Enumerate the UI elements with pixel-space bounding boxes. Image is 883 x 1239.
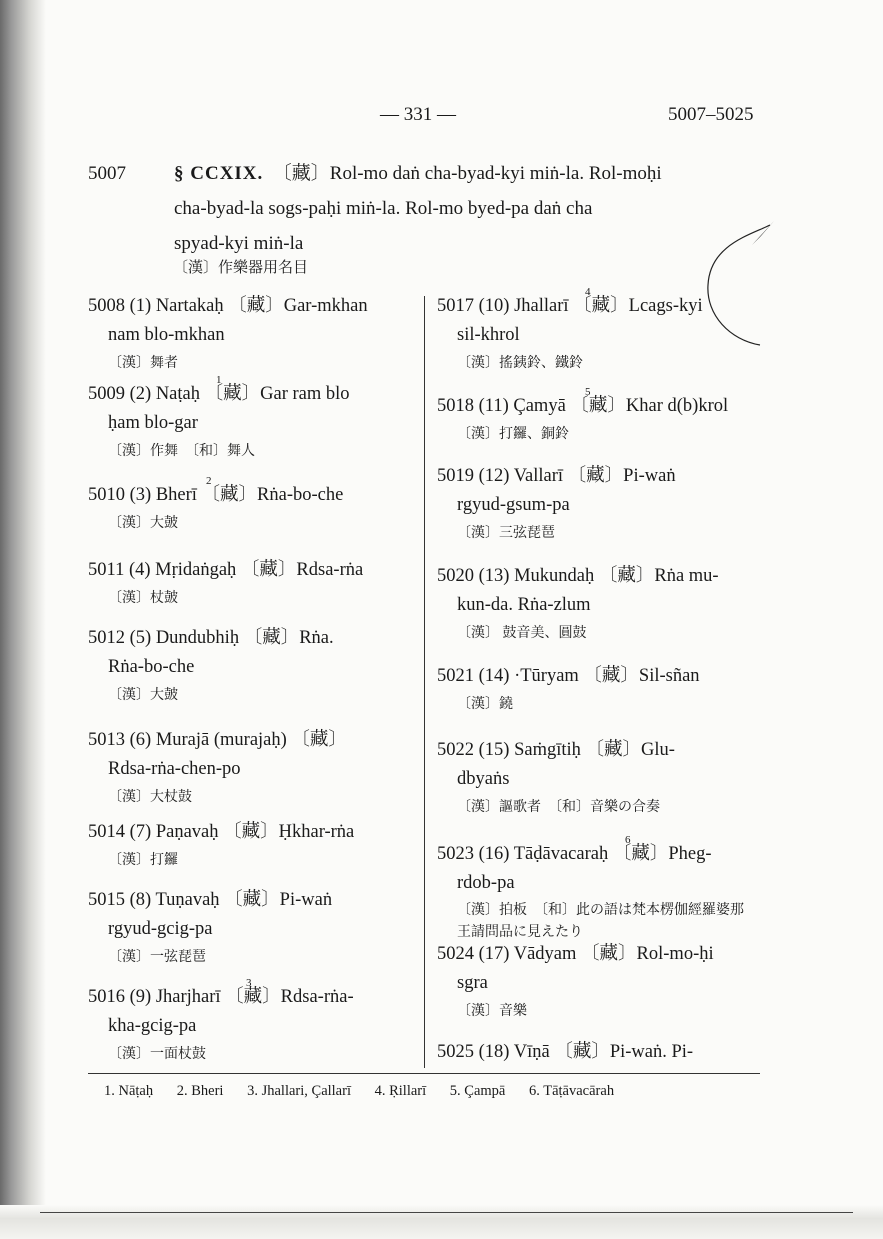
entry-chinese-gloss: 〔漢〕打鑼、銅鈴 <box>457 427 569 442</box>
entry-chinese-gloss: 〔漢〕拍板 〔和〕此の語は梵本楞伽經羅婆那王請問品に見えたり <box>457 903 744 940</box>
section-chinese-gloss: 〔漢〕作樂器用名目 <box>173 260 309 276</box>
entry-continuation-line: Rdsa-rṅa-chen-po <box>108 759 241 779</box>
entry-headword-line: 5020 (13) Mukundaḥ 〔藏〕Rṅa mu- <box>437 566 719 586</box>
section-title: § CCXIX. <box>174 163 264 184</box>
entry <box>437 940 714 1023</box>
footnotes <box>104 1083 634 1100</box>
entry <box>88 818 354 872</box>
footnote-4: 4. Ṛillarī <box>374 1083 427 1099</box>
page-number: — 331 — <box>380 104 456 125</box>
book-spine-shadow <box>0 0 46 1239</box>
entry-continuation-line: rgyud-gcig-pa <box>108 919 213 939</box>
footnote-1: 1. Nāṭaḥ <box>104 1083 154 1099</box>
entry-headword-line: 5019 (12) Vallarī 〔藏〕Pi-waṅ <box>437 466 676 486</box>
entry-continuation-line: rdob-pa <box>457 873 515 893</box>
page-edge-line <box>40 1212 853 1213</box>
entry-chinese-gloss: 〔漢〕 鼓音美、圓鼓 <box>457 626 587 641</box>
section-line-2: cha-byad-la sogs-paḥi miṅ-la. Rol-mo byed-pa daṅ cha <box>174 198 593 219</box>
footnote-marker: 2 <box>206 475 212 487</box>
page-bottom-edge <box>0 1205 883 1239</box>
entry <box>88 624 334 707</box>
footnote-marker: 4 <box>585 286 591 298</box>
entry <box>437 286 703 375</box>
entry-chinese-gloss: 〔漢〕搖銕鈴、鐵鈴 <box>457 356 583 371</box>
entry <box>437 736 675 819</box>
entry-headword-line: 5016 (9) Jharjharī 〔藏〕Rdsa-rṅa- <box>88 987 354 1007</box>
entry <box>437 462 676 545</box>
entry <box>88 475 344 535</box>
entry-headword-line: 5021 (14) ·Tūryam 〔藏〕Sil-sñan <box>437 666 700 686</box>
entry-chinese-gloss: 〔漢〕作舞 〔和〕舞人 <box>108 444 255 459</box>
entry-chinese-gloss: 〔漢〕三弦琵琶 <box>457 526 555 541</box>
entry-chinese-gloss: 〔漢〕舞者 <box>108 356 178 371</box>
entry-continuation-line: ḥam blo-gar <box>108 413 198 433</box>
entry-chinese-gloss: 〔漢〕謳歌者 〔和〕音樂の合奏 <box>457 800 660 815</box>
entry-chinese-gloss: 〔漢〕大皷 <box>108 516 178 531</box>
entry-continuation-line: kha-gcig-pa <box>108 1016 197 1036</box>
footnote-6: 6. Tāṭāvacārah <box>529 1083 615 1099</box>
entry-headword-line: 5012 (5) Dundubhiḥ 〔藏〕Rṅa. <box>88 628 334 648</box>
entry-continuation-line: kun-da. Rṅa-zlum <box>457 595 591 615</box>
pen-mark-sketch <box>690 215 780 355</box>
entry-continuation-line: dbyaṅs <box>457 769 510 789</box>
entry-chinese-gloss: 〔漢〕杖皷 <box>108 591 178 606</box>
entry-chinese-gloss: 〔漢〕一面杖鼓 <box>108 1047 206 1062</box>
entry-chinese-gloss: 〔漢〕打鑼 <box>108 853 178 868</box>
entry <box>88 556 363 610</box>
footnote-5: 5. Çampā <box>449 1083 506 1099</box>
footnote-2: 2. Bheri <box>176 1083 224 1099</box>
entry <box>437 834 757 944</box>
entry <box>437 562 719 645</box>
entry-continuation-line: sgra <box>457 973 488 993</box>
entry-headword-line: 5008 (1) Nartakaḥ 〔藏〕Gar-mkhan <box>88 296 368 316</box>
entry-continuation-line: Rṅa-bo-che <box>108 657 195 677</box>
entry <box>437 386 729 446</box>
entry-chinese-gloss: 〔漢〕音樂 <box>457 1004 527 1019</box>
entry-chinese-gloss: 〔漢〕一弦琵琶 <box>108 950 206 965</box>
column-divider <box>424 296 425 1068</box>
footnote-marker: 5 <box>585 386 591 398</box>
section-line-1 <box>174 156 774 191</box>
section-body <box>174 156 774 261</box>
entry-chinese-gloss: 〔漢〕大杖鼓 <box>108 790 192 805</box>
footnote-marker: 3 <box>246 977 252 989</box>
footnote-rule <box>88 1073 760 1074</box>
footnote-3: 3. Jhallari, Çallarī <box>247 1083 351 1099</box>
entry-headword-line: 5023 (16) Tāḍāvacaraḥ 〔藏〕Pheg- <box>437 844 712 864</box>
entry-headword-line: 5014 (7) Paṇavaḥ 〔藏〕Ḥkhar-rṅa <box>88 822 355 842</box>
entry <box>88 292 368 375</box>
entry <box>88 977 354 1066</box>
section-entry-number: 5007 <box>88 163 126 184</box>
entry-headword-line: 5022 (15) Saṁgītiḥ 〔藏〕Glu- <box>437 740 675 760</box>
entry-headword-line: 5017 (10) Jhallarī 〔藏〕Lcags-kyi <box>437 296 703 316</box>
section-text-1: 〔藏〕Rol-mo daṅ cha-byad-kyi miṅ-la. Rol-moḥi <box>272 163 662 184</box>
footnote-marker: 6 <box>625 834 631 846</box>
entry-continuation-line: nam blo-mkhan <box>108 325 225 345</box>
entry <box>88 886 332 969</box>
entry-headword-line: 5025 (18) Vīṇā 〔藏〕Pi-waṅ. Pi- <box>437 1042 694 1062</box>
entry-headword-line: 5011 (4) Mṛidaṅgaḥ 〔藏〕Rdsa-rṅa <box>88 560 364 580</box>
entry-headword-line: 5013 (6) Murajā (murajaḥ) 〔藏〕 <box>88 730 347 750</box>
entry-headword-line: 5015 (8) Tuṇavaḥ 〔藏〕Pi-waṅ <box>88 890 333 910</box>
entry-headword-line: 5009 (2) Naṭaḥ 〔藏〕Gar ram blo <box>88 384 350 404</box>
footnote-marker: 1 <box>216 374 222 386</box>
entry-chinese-gloss: 〔漢〕鐃 <box>457 697 513 712</box>
entry-continuation-line: rgyud-gsum-pa <box>457 495 570 515</box>
entry <box>437 1038 693 1067</box>
entry <box>88 726 347 809</box>
entry-range: 5007–5025 <box>668 104 754 125</box>
entry <box>437 662 700 716</box>
section-line-3: spyad-kyi miṅ-la <box>174 233 304 254</box>
entry-continuation-line: sil-khrol <box>457 325 520 345</box>
entry-chinese-gloss: 〔漢〕大皷 <box>108 688 178 703</box>
entry <box>88 374 350 463</box>
entry-headword-line: 5024 (17) Vādyam 〔藏〕Rol-mo-ḥi <box>437 944 714 964</box>
entry-headword-line: 5010 (3) Bherī 〔藏〕Rṅa-bo-che <box>88 485 344 505</box>
entry-headword-line: 5018 (11) Çamyā 〔藏〕Khar d(b)krol <box>437 396 729 416</box>
